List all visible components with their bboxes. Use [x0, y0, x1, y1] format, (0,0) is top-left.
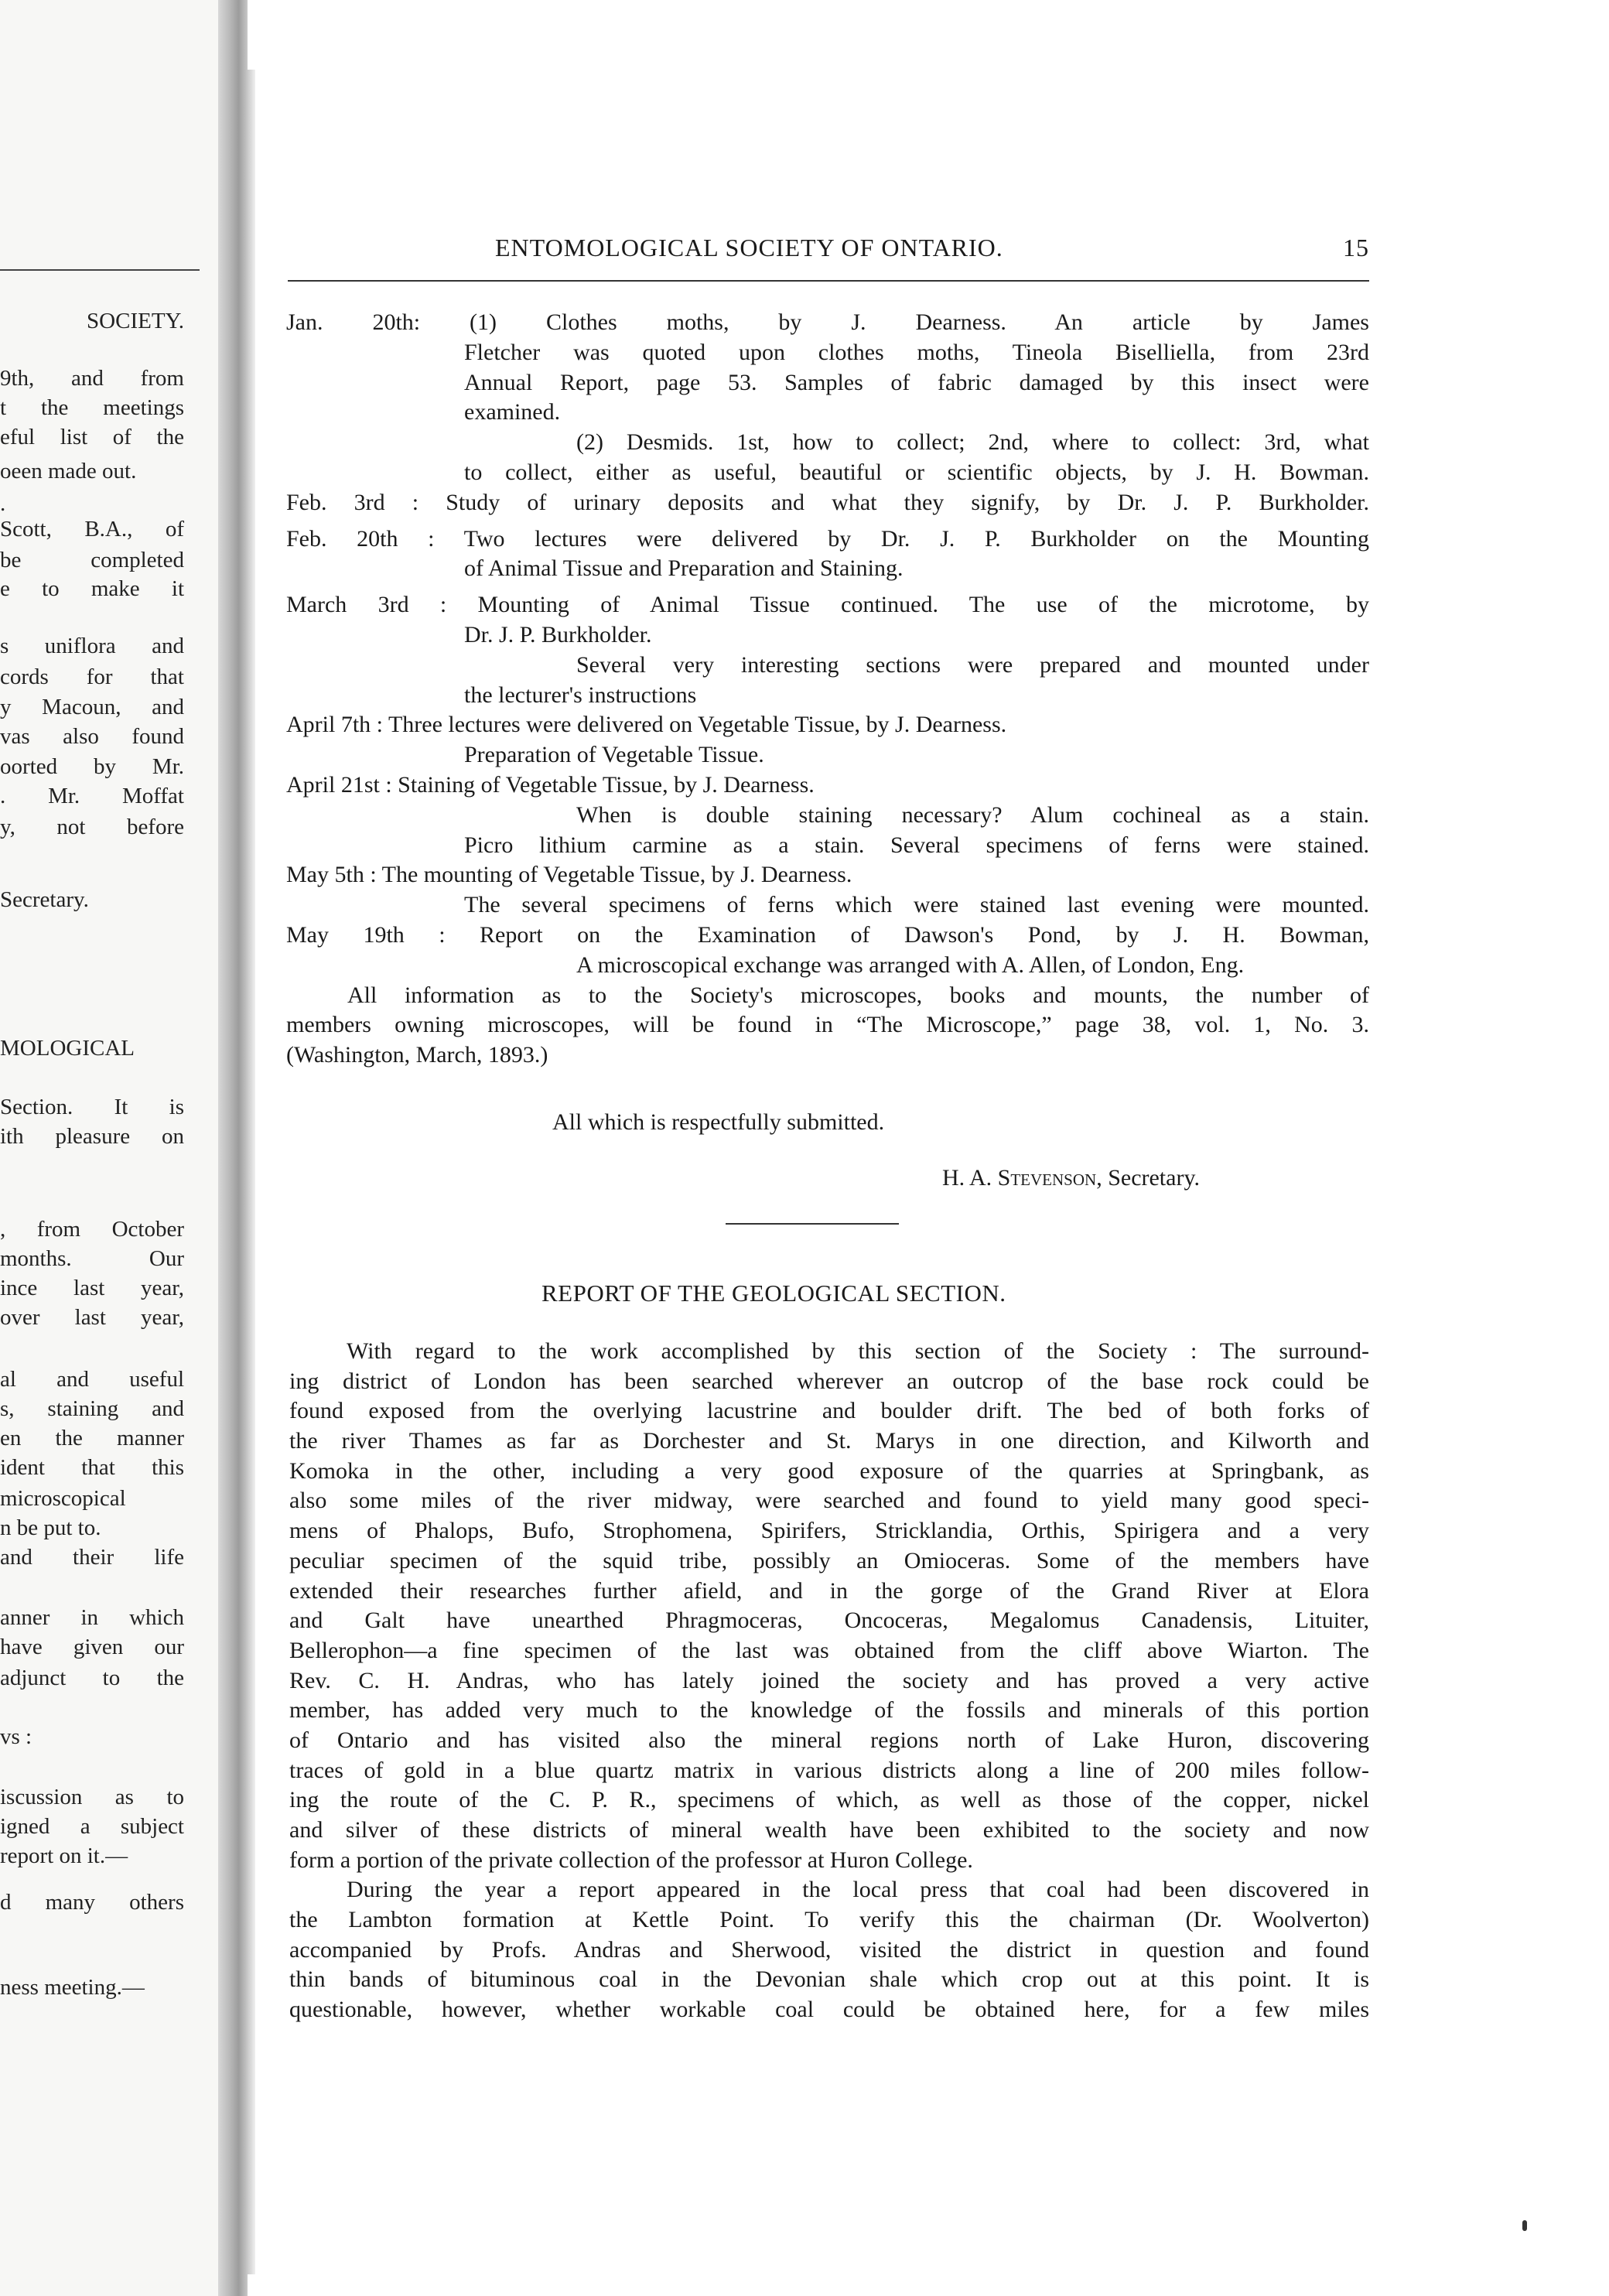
facing-page-line: cords for that [0, 665, 184, 689]
facing-page-line: iscussion as to [0, 1785, 184, 1809]
facing-page-line: vas also found [0, 724, 184, 749]
report-paragraph-line: peculiar specimen of the squid tribe, possibly an Omioceras. Some of the members have [289, 1547, 1369, 1573]
meeting-entry-line: March 3rd : Mounting of Animal Tissue continued. The use of the microtome, by [286, 592, 1369, 618]
signatory-role: , Secretary. [1096, 1165, 1201, 1191]
facing-page-line: months. Our [0, 1246, 184, 1271]
book-gutter-shadow [248, 70, 255, 2274]
meeting-entry-line: Several very interesting sections were prepared and mounted under [576, 651, 1369, 678]
report-paragraph-line: member, has added very much to the knowledge of the fossils and minerals of this portion [289, 1697, 1369, 1724]
meeting-entry-line: Feb. 20th : Two lectures were delivered by Dr. J. P. Burkholder on the Mounting [286, 525, 1369, 552]
facing-page-line: eful list of the [0, 425, 184, 449]
facing-page-line: ness meeting.— [0, 1975, 145, 2000]
meeting-entry-line: Picro lithium carmine as a stain. Several specimens of ferns were stained. [464, 832, 1369, 858]
meeting-log [286, 308, 1369, 1071]
facing-page-line: vs : [0, 1724, 32, 1749]
report-paragraph-line: the river Thames as far as Dorchester and St. Marys in one direction, and Kilworth and [289, 1428, 1369, 1454]
facing-page-rule [0, 269, 200, 271]
meeting-entry-line: examined. [464, 399, 561, 425]
signature [942, 1165, 1200, 1191]
header-rule [288, 280, 1369, 282]
facing-page-line: s, staining and [0, 1396, 184, 1421]
signatory-name: H. A. Stevenson [942, 1165, 1097, 1191]
facing-page-line: e to make it [0, 576, 184, 601]
meeting-entry-line: Annual Report, page 53. Samples of fabric damaged by this insect were [464, 369, 1369, 395]
closing-statement: All which is respectfully submitted. [552, 1109, 885, 1135]
running-title: ENTOMOLOGICAL SOCIETY OF ONTARIO. [495, 234, 1003, 261]
meeting-entry-line: The several specimens of ferns which were stained last evening were mounted. [464, 892, 1369, 918]
report-paragraph-line: questionable, however, whether workable coal could be obtained here, for a few miles [289, 1997, 1369, 2023]
meeting-entry-line: When is double staining necessary? Alum cochineal as a stain. [576, 801, 1369, 828]
facing-page-line: d many others [0, 1890, 184, 1915]
report-paragraph-line: thin bands of bituminous coal in the Devonian shale which crop out at this point. It is [289, 1966, 1369, 1993]
facing-page-line: and their life [0, 1545, 184, 1570]
facing-page-line: , from October [0, 1217, 184, 1242]
report-paragraph-line: extended their researches further afield, and in the gorge of the Grand River at Elora [289, 1577, 1369, 1604]
meeting-entry-line: All information as to the Society's microscopes, books and mounts, the number of [347, 982, 1369, 1008]
report-paragraph-line: form a portion of the private collection of the professor at Huron College. [289, 1847, 973, 1873]
facing-page-line: en the manner [0, 1426, 184, 1450]
page-number: 15 [1343, 234, 1369, 261]
meeting-entry-line: to collect, either as useful, beautiful or scientific objects, by J. H. Bowman. [464, 459, 1369, 485]
report-paragraph-line: ing district of London has been searched wherever an outcrop of the base rock could be [289, 1368, 1369, 1394]
report-paragraph-line: Komoka in the other, including a very good exposure of the quarries at Springbank, as [289, 1457, 1369, 1484]
meeting-entry-line: (2) Desmids. 1st, how to collect; 2nd, where to collect: 3rd, what [576, 429, 1369, 456]
meeting-entry-line: April 21st : Staining of Vegetable Tissue, by J. Dearness. [286, 771, 815, 798]
report-paragraph-line: traces of gold in a blue quartz matrix in various districts along a line of 200 miles follow- [289, 1757, 1369, 1783]
facing-page-line: over last year, [0, 1305, 184, 1330]
facing-page-fragment [0, 0, 218, 2296]
facing-page-line: s uniflora and [0, 634, 184, 658]
facing-page-line: . [0, 491, 6, 516]
facing-page-line: MOLOGICAL [0, 1036, 135, 1061]
report-paragraph-line: Rev. C. H. Andras, who has lately joined the society and has proved a very active [289, 1667, 1369, 1693]
facing-page-line: Scott, B.A., of [0, 517, 184, 542]
report-paragraph-line: During the year a report appeared in the local press that coal had been discovered in [347, 1877, 1369, 1903]
facing-page-line: . Mr. Moffat [0, 784, 184, 808]
facing-page-line: ith pleasure on [0, 1124, 184, 1149]
meeting-entry-line: May 19th : Report on the Examination of Dawson's Pond, by J. H. Bowman, [286, 921, 1369, 948]
meeting-entry-line: Fletcher was quoted upon clothes moths, Tineola Biselliella, from 23rd [464, 339, 1369, 365]
facing-page-line: oorted by Mr. [0, 754, 184, 779]
facing-page-line: adjunct to the [0, 1666, 184, 1690]
scan-speck [1522, 2220, 1527, 2231]
report-paragraph-line: also some miles of the river midway, were searched and found to yield many good speci- [289, 1488, 1369, 1514]
facing-page-line: ince last year, [0, 1276, 184, 1300]
report-paragraph-line: and Galt have unearthed Phragmoceras, Oncoceras, Megalomus Canadensis, Lituiter, [289, 1608, 1369, 1634]
facing-page-line: ident that this [0, 1455, 184, 1480]
report-paragraph-line: ing the route of the C. P. R., specimens of which, as well as those of the copper, nickel [289, 1787, 1369, 1813]
meeting-entry-line: of Animal Tissue and Preparation and Staining. [464, 555, 904, 582]
meeting-entry-line: Preparation of Vegetable Tissue. [464, 742, 764, 768]
facing-page-line: be completed [0, 548, 184, 572]
facing-page-line: igned a subject [0, 1814, 184, 1839]
facing-page-line: y, not before [0, 815, 184, 839]
facing-page-line: oeen made out. [0, 459, 137, 483]
report-paragraph-line: mens of Phalops, Bufo, Strophomena, Spirifers, Stricklandia, Orthis, Spirigera and a very [289, 1518, 1369, 1544]
facing-page-line: SOCIETY. [87, 309, 184, 333]
section-divider [726, 1223, 899, 1225]
report-paragraph-line: With regard to the work accomplished by this section of the Society : The surround- [347, 1338, 1369, 1364]
geological-report-body [289, 1337, 1369, 2025]
meeting-entry-line: Dr. J. P. Burkholder. [464, 621, 652, 647]
meeting-entry-line: Feb. 3rd : Study of urinary deposits and what they signify, by Dr. J. P. Burkholder. [286, 489, 1369, 515]
facing-page-line: anner in which [0, 1605, 184, 1630]
meeting-entry-line: May 5th : The mounting of Vegetable Tissue, by J. Dearness. [286, 862, 852, 888]
report-paragraph-line: of Ontario and has visited also the mineral regions north of Lake Huron, discovering [289, 1727, 1369, 1753]
facing-page-line: Secretary. [0, 887, 89, 912]
facing-page-line: n be put to. [0, 1515, 101, 1540]
facing-page-line: microscopical [0, 1486, 126, 1511]
report-paragraph-line: Bellerophon—a fine specimen of the last was obtained from the cliff above Wiarton. The [289, 1637, 1369, 1663]
meeting-entry-line: (Washington, March, 1893.) [286, 1042, 548, 1068]
meeting-entry-line: the lecturer's instructions [464, 682, 697, 708]
report-paragraph-line: found exposed from the overlying lacustrine and boulder drift. The bed of both forks of [289, 1398, 1369, 1424]
report-paragraph-line: the Lambton formation at Kettle Point. To verify this the chairman (Dr. Woolverton) [289, 1907, 1369, 1933]
book-gutter [218, 0, 248, 2296]
facing-page-line: 9th, and from [0, 366, 184, 391]
facing-page-line: y Macoun, and [0, 695, 184, 719]
section-heading: REPORT OF THE GEOLOGICAL SECTION. [541, 1280, 1006, 1307]
facing-page-line: t the meetings [0, 395, 184, 420]
meeting-entry-line: members owning microscopes, will be found in “The Microscope,” page 38, vol. 1, No. 3. [286, 1012, 1369, 1038]
running-header [495, 234, 1369, 268]
facing-page-line: al and useful [0, 1367, 184, 1392]
facing-page-line: have given our [0, 1635, 184, 1659]
facing-page-line: report on it.— [0, 1843, 128, 1868]
meeting-entry-line: Jan. 20th: (1) Clothes moths, by J. Dearness. An article by James [286, 309, 1369, 335]
meeting-entry-line: April 7th : Three lectures were delivered on Vegetable Tissue, by J. Dearness. [286, 712, 1007, 738]
report-paragraph-line: and silver of these districts of mineral wealth have been exhibited to the society and now [289, 1817, 1369, 1843]
report-paragraph-line: accompanied by Profs. Andras and Sherwood, visited the district in question and found [289, 1936, 1369, 1963]
meeting-entry-line: A microscopical exchange was arranged with A. Allen, of London, Eng. [576, 952, 1245, 978]
facing-page-line: Section. It is [0, 1095, 184, 1119]
